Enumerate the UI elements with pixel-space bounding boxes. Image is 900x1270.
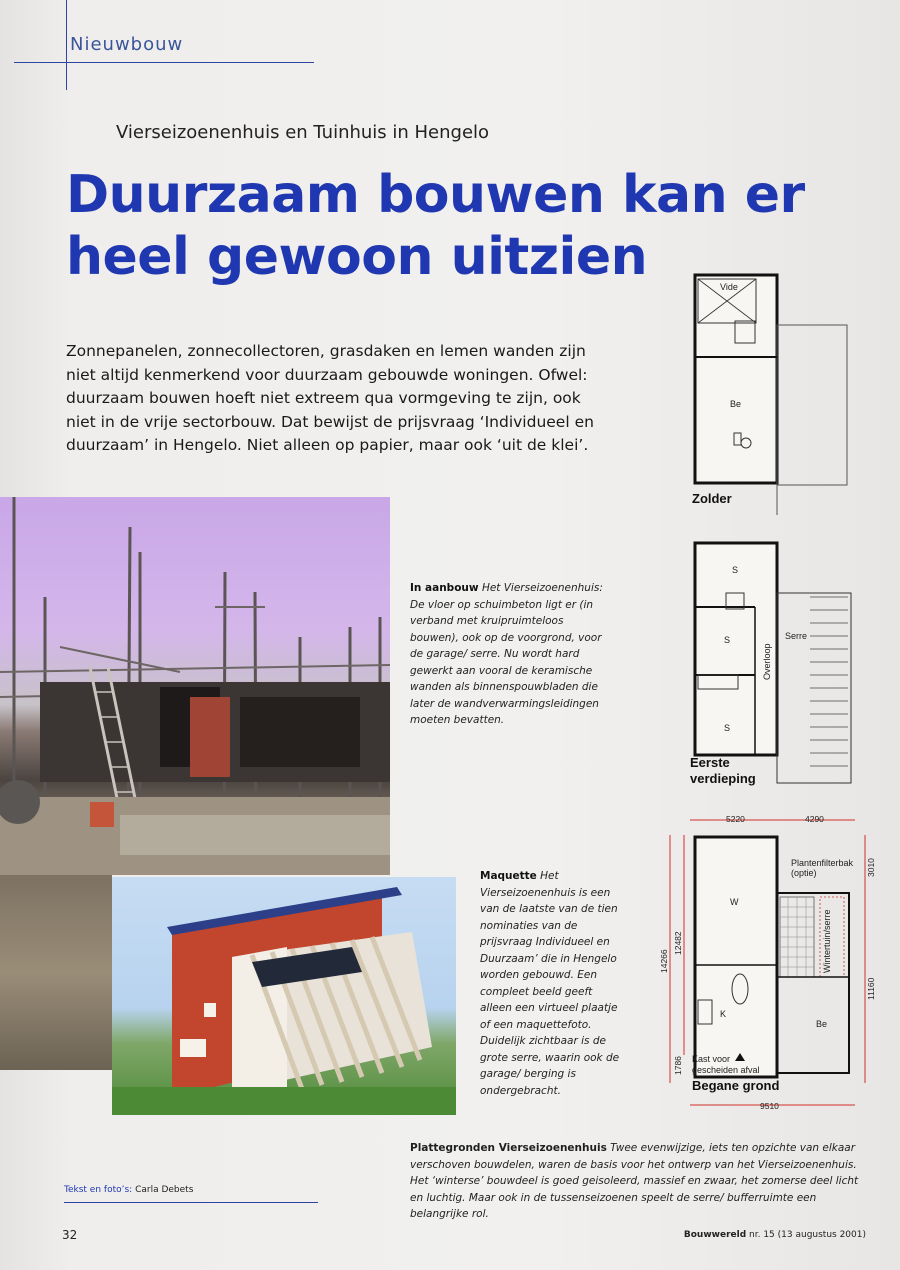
eerste-overloop-label: Overloop — [762, 643, 772, 680]
zolder-be-label: Be — [730, 399, 742, 409]
caption-plattegronden-label: Plattegronden Vierseizoenenhuis — [410, 1142, 607, 1154]
maquette-model — [112, 877, 456, 1115]
construction-scene — [0, 497, 390, 875]
kast-line1: Kast voor — [692, 1054, 731, 1064]
begane-k-label: K — [720, 1009, 727, 1019]
caption-in-aanbouw — [410, 580, 610, 729]
caption-in-aanbouw-text: Het Vierseizoenenhuis: De vloer op schuimbeton ligt er (in verband met kruipruimteloos bouwen), ook op de voorgrond, voor de garage/ serre. Nu wordt hard gewerkt aan vooral de keramische wanden als binnenspouwbladen die later de wandverwarmingsleidingen moeten bevatten. — [410, 582, 603, 726]
dim-left-outer: 14266 — [659, 949, 669, 973]
dim-right-main: 11160 — [866, 977, 876, 1000]
magazine-issue: nr. 15 (13 augustus 2001) — [749, 1230, 866, 1240]
eerste-serre-label: Serre — [785, 631, 808, 641]
plantenfilter-line1: Plantenfilterbak — [791, 858, 854, 868]
credit-rule — [64, 1202, 318, 1203]
eerste-label-line2: verdieping — [690, 771, 756, 786]
begane-be-label: Be — [816, 1019, 828, 1029]
begane-w-label: W — [730, 897, 739, 907]
plan-begane-grond — [659, 814, 876, 1111]
dim-top-left: 5220 — [726, 814, 745, 824]
caption-plattegronden — [410, 1140, 860, 1223]
caption-in-aanbouw-label: In aanbouw — [410, 582, 479, 594]
begane-label: Begane grond — [692, 1078, 780, 1093]
dim-left-inner: 12482 — [673, 931, 683, 955]
dim-top-right: 4290 — [805, 814, 824, 824]
floor-plans — [640, 265, 885, 1135]
plan-zolder — [692, 275, 847, 515]
headline-line-2: heel gewoon uitzien — [66, 227, 648, 287]
article-subtitle: Vierseizoenenhuis en Tuinhuis in Hengelo — [116, 122, 490, 143]
zolder-vide-label: Vide — [720, 282, 738, 292]
eerste-s1-label: S — [732, 565, 739, 575]
caption-maquette-text: Het Vierseizoenenhuis is een van de laatste van de tien nominaties van de prijsvraag Individueel en Duurzaam’ die in Hengelo worden gebouwd. Een compleet beeld geeft alleen een virtueel plaatje of een maquettefoto. Duidelijk zichtbaar is de grote serre, waarin ook de garage/ berging is ondergebracht. — [480, 870, 620, 1097]
article-intro: Zonnepanelen, zonnecollectoren, grasdaken en lemen wanden zijn niet altijd kenmerkend voor duurzaam gebouwde woningen. Ofwel: duurzaam bouwen hoeft niet extreem qua vormgeving te zijn, ook niet in de vrije sectorbouw. Dat bewijst de prijsvraag ‘Individueel en duurzaam’ in Hengelo. Niet alleen op papier, maar ook ‘uit de klei’. — [66, 342, 594, 454]
eerste-s2-label: S — [724, 635, 731, 645]
section-rule-horizontal — [14, 62, 314, 63]
zolder-label: Zolder — [692, 491, 732, 506]
credit — [64, 1185, 193, 1195]
kast-line2: gescheiden afval — [692, 1065, 760, 1075]
section-tag: Nieuwbouw — [70, 34, 184, 55]
section-rule-vertical — [66, 0, 67, 90]
caption-maquette — [480, 868, 620, 1099]
eerste-s3-label: S — [724, 723, 731, 733]
headline-line-1: Duurzaam bouwen kan er — [66, 165, 805, 225]
magazine-reference — [684, 1230, 866, 1240]
plantenfilter-line2: (optie) — [791, 868, 817, 878]
credit-label: Tekst en foto’s: — [64, 1185, 133, 1195]
credit-name: Carla Debets — [135, 1185, 194, 1195]
construction-photo-foreground — [0, 875, 112, 1070]
construction-photo — [0, 497, 390, 875]
maquette-photo — [112, 877, 456, 1115]
dim-right-top: 3010 — [866, 858, 876, 877]
dim-bottom: 9510 — [760, 1101, 779, 1111]
eerste-label-line1: Eerste — [690, 755, 730, 770]
page-number: 32 — [62, 1228, 78, 1242]
plan-eerste-verdieping — [690, 543, 851, 786]
caption-maquette-label: Maquette — [480, 870, 537, 882]
magazine-name: Bouwwereld — [683, 1230, 747, 1240]
dim-left-small: 1786 — [673, 1056, 683, 1075]
caption-plattegronden-text: Twee evenwijzige, iets ten opzichte van elkaar verschoven bouwdelen, waren de basis voor het ontwerp van het Vierseizoenenhuis. Het ‘winterse’ bouwdeel is goed geisoleerd, massief en zwaar, het zomerse deel licht en luchtig. Maar ook in de tussenseizoenen speelt de serre/ bufferruimte een belangrijke rol. — [410, 1142, 859, 1220]
wintertuin-label: Wintertuin/serre — [822, 909, 832, 973]
